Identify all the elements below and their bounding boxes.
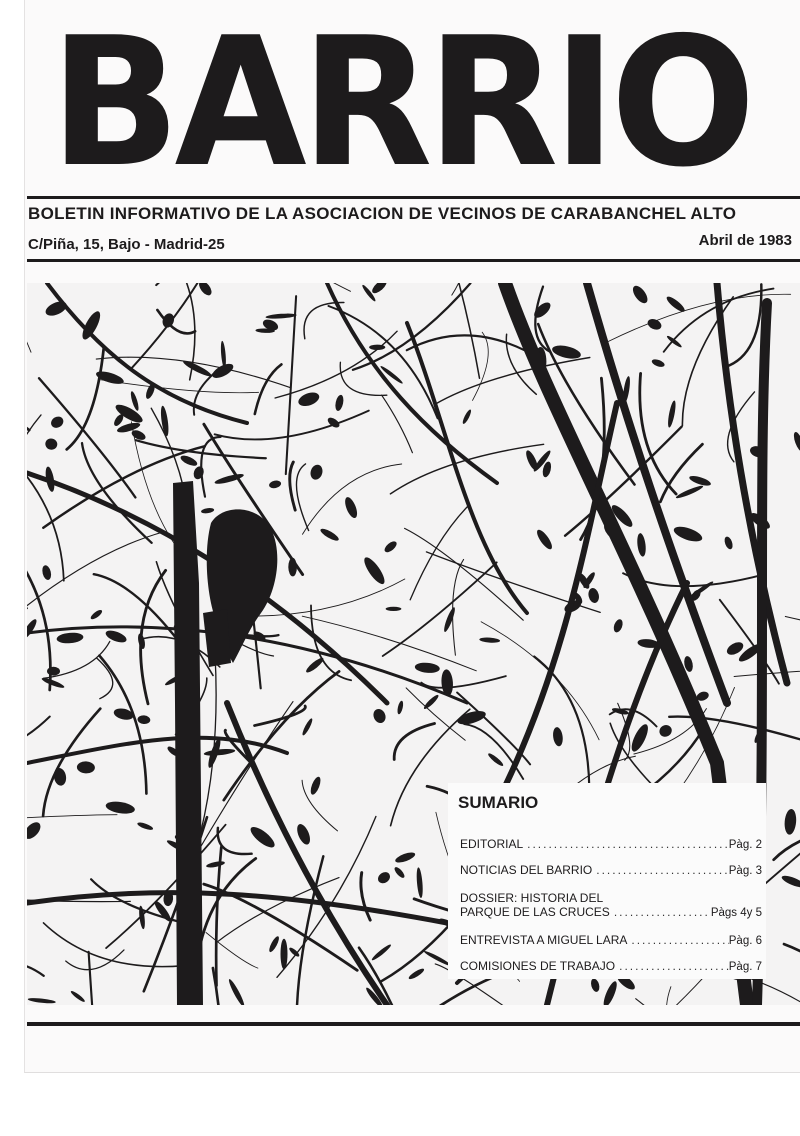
leader-dots: [610, 905, 711, 919]
twig: [27, 717, 50, 755]
twig: [636, 999, 723, 1005]
twig: [296, 464, 308, 531]
barrio-logo-art: [40, 8, 760, 184]
twig: [660, 444, 702, 502]
contents-entry-page: Pàg. 3: [728, 865, 762, 877]
leaf: [393, 866, 406, 880]
leaf: [461, 409, 472, 425]
leaf: [268, 480, 281, 490]
leaf: [780, 873, 800, 889]
twig: [286, 296, 296, 474]
leader-dots: [523, 837, 729, 851]
twig: [218, 828, 252, 854]
leaf: [41, 564, 53, 581]
leader-dots: [615, 959, 729, 973]
twig: [725, 284, 761, 367]
leaf: [309, 776, 323, 796]
leaf: [723, 536, 734, 551]
twig: [131, 283, 226, 369]
twig: [784, 944, 800, 1005]
leaf: [27, 617, 39, 640]
leaf: [396, 700, 404, 715]
twig: [785, 617, 800, 640]
leaf: [657, 723, 674, 739]
twig: [215, 411, 369, 440]
issue-date: Abril de 1983: [698, 232, 792, 249]
contents-entry-label: ENTREVISTA A MIGUEL LARA: [460, 933, 628, 947]
contents-entry-page: Pàg. 2: [728, 839, 762, 851]
leaf: [371, 943, 393, 962]
leaf: [667, 400, 678, 428]
leaf: [416, 867, 424, 898]
twig: [27, 815, 117, 825]
twig: [535, 287, 550, 352]
leaf: [334, 394, 345, 412]
twig: [255, 364, 282, 414]
contents-entry-label: NOTICIAS DEL BARRIO: [460, 863, 593, 877]
leaf: [442, 606, 457, 633]
twig: [156, 283, 264, 285]
leaf: [203, 748, 235, 757]
leaf: [479, 637, 500, 643]
twig: [394, 724, 434, 760]
leaf: [487, 752, 505, 768]
contents-entry: [460, 891, 762, 920]
leaf: [371, 707, 387, 725]
leaf: [248, 824, 278, 851]
masthead-title: BARRIO: [50, 8, 750, 184]
leaf: [688, 474, 712, 488]
contents-entry-label: EDITORIAL: [460, 837, 524, 851]
contents-entry-label-continued: PARQUE DE LAS CRUCES: [460, 905, 610, 919]
leaf: [612, 618, 624, 634]
leaf: [137, 715, 151, 725]
leaf: [587, 587, 600, 604]
leaf: [137, 821, 154, 831]
leaf: [70, 990, 86, 1004]
twig: [213, 968, 223, 1005]
leaf: [672, 524, 704, 545]
header-rule-bottom: [27, 259, 800, 262]
leaf: [343, 496, 360, 520]
leaf: [137, 633, 146, 650]
leaf: [49, 414, 65, 430]
leaf: [376, 870, 392, 886]
leaf: [129, 391, 140, 412]
twig: [27, 283, 31, 352]
contents-entry: [460, 863, 762, 878]
twig: [340, 362, 387, 395]
masthead-address: C/Piña, 15, Bajo - Madrid-25: [28, 236, 225, 253]
leaf: [41, 676, 65, 689]
leaf: [386, 607, 402, 611]
contents-box: [448, 783, 766, 979]
twig: [390, 444, 543, 494]
leaf: [784, 808, 798, 835]
leaf: [590, 978, 601, 993]
leaf: [304, 656, 325, 675]
contents-entry-label: DOSSIER: HISTORIA DEL: [460, 891, 604, 905]
leaf: [675, 484, 704, 500]
leaf: [288, 558, 297, 577]
twig: [430, 283, 480, 378]
leaf: [422, 693, 440, 710]
twig: [201, 653, 217, 833]
header-rule-top: [27, 196, 800, 199]
leaf: [665, 294, 687, 314]
leader-dots: [592, 863, 729, 877]
twig: [43, 709, 100, 816]
contents-entry-label: COMISIONES DE TRABAJO: [460, 959, 616, 973]
leaf: [27, 819, 43, 842]
leaf: [297, 390, 322, 409]
twig: [198, 702, 293, 852]
masthead-subtitle: BOLETIN INFORMATIVO DE LA ASOCIACION DE VECINOS DE CARABANCHEL ALTO: [28, 204, 737, 223]
footer-rule: [27, 1022, 800, 1026]
contents-entry: [460, 933, 762, 948]
twig: [473, 332, 489, 400]
leaf: [792, 431, 800, 453]
contents-entry-page: Pàgs 4y 5: [710, 907, 762, 919]
leaf: [89, 608, 103, 620]
contents-entry-page: Pàg. 6: [728, 935, 762, 947]
leaf: [361, 555, 388, 587]
twig: [27, 451, 64, 581]
leaf: [309, 463, 325, 481]
leaf: [56, 632, 84, 645]
leaf: [77, 761, 96, 774]
leaf: [267, 935, 280, 953]
leaf: [651, 358, 666, 369]
leaf: [206, 860, 226, 869]
twig: [302, 780, 337, 831]
leaf: [301, 717, 314, 736]
leaf: [105, 800, 136, 816]
leaf: [628, 722, 651, 754]
leaf: [182, 359, 213, 379]
leaf: [456, 708, 487, 727]
twig: [534, 657, 589, 789]
leaf: [394, 850, 416, 864]
twig: [82, 443, 152, 543]
leaf: [281, 939, 288, 970]
leaf: [227, 978, 246, 1005]
twig: [66, 950, 124, 970]
twig: [410, 505, 469, 600]
leaf: [630, 283, 650, 305]
contents-entry: [460, 837, 762, 852]
contents-entry: [460, 959, 762, 974]
leaf: [369, 345, 385, 350]
leaf: [104, 628, 128, 645]
leaf: [44, 437, 58, 451]
twig: [206, 933, 258, 969]
twig: [216, 847, 221, 985]
leaf: [551, 343, 582, 361]
leaf: [159, 405, 169, 436]
leaf: [319, 527, 340, 543]
leaf: [53, 767, 68, 787]
leaf: [295, 822, 313, 846]
leaf: [414, 662, 440, 674]
twig: [421, 676, 506, 688]
leaf: [370, 283, 389, 295]
leaf: [197, 283, 214, 298]
leaf: [601, 980, 619, 1005]
leaf: [636, 533, 647, 557]
leaf: [179, 454, 198, 468]
leaf: [534, 528, 554, 552]
leaf: [407, 967, 425, 981]
contents-title: SUMARIO: [458, 793, 539, 812]
twig: [311, 605, 351, 680]
leaf: [265, 313, 296, 320]
leaf: [383, 539, 399, 554]
leaf: [192, 465, 206, 481]
masthead-logo: [40, 8, 760, 184]
twig: [734, 668, 800, 677]
leaf: [201, 507, 215, 514]
twig: [89, 952, 102, 1005]
twig: [27, 964, 44, 976]
twig: [361, 873, 370, 921]
twig: [136, 440, 266, 458]
leaf: [552, 727, 564, 747]
twig: [481, 622, 599, 740]
contents-entry-page: Pàg. 7: [728, 961, 762, 973]
twig: [290, 462, 295, 510]
leader-dots: [627, 933, 728, 947]
twig: [99, 656, 146, 794]
leaf: [28, 997, 56, 1004]
twig: [27, 390, 29, 431]
leaf: [47, 667, 60, 676]
twig: [216, 878, 339, 944]
